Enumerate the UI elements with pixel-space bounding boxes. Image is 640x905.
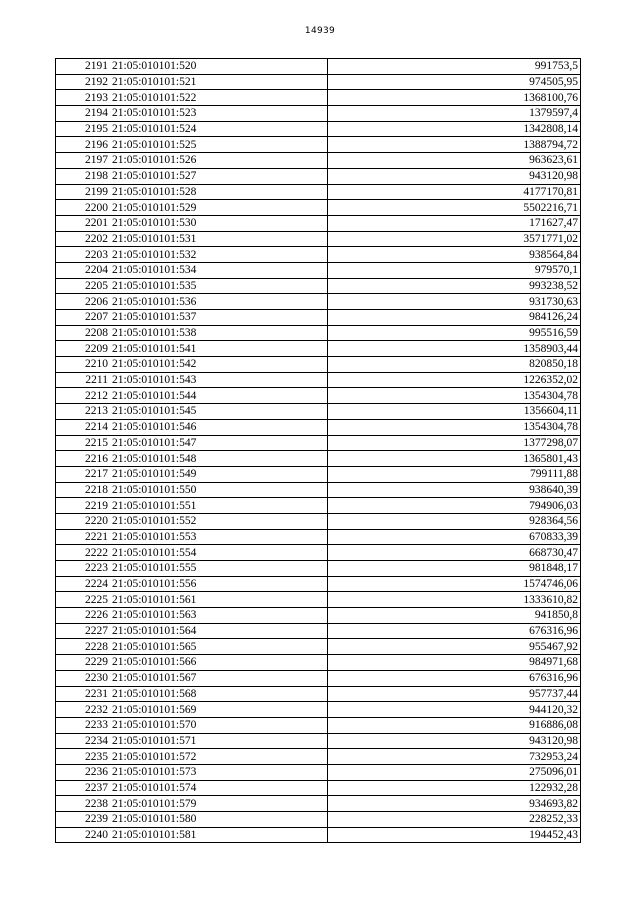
table-row: [56, 137, 581, 153]
row-number: 2209: [56, 341, 111, 357]
cadastral-number: 21:05:010101:547: [110, 435, 328, 451]
row-number: 2203: [56, 247, 111, 263]
table-row: [56, 639, 581, 655]
table-row: [56, 372, 581, 388]
cadastral-number: 21:05:010101:544: [110, 388, 328, 404]
cadastral-value: 1574746,06: [328, 576, 581, 592]
cadastral-value: 1354304,78: [328, 419, 581, 435]
cadastral-number: 21:05:010101:579: [110, 796, 328, 812]
cadastral-value: 171627,47: [328, 215, 581, 231]
row-number: 2196: [56, 137, 111, 153]
table-row: [56, 262, 581, 278]
table-row: [56, 498, 581, 514]
table-row: [56, 121, 581, 137]
table-row: [56, 310, 581, 326]
row-number: 2230: [56, 670, 111, 686]
table-row: [56, 482, 581, 498]
row-number: 2207: [56, 310, 111, 326]
cadastral-number: 21:05:010101:572: [110, 749, 328, 765]
row-number: 2215: [56, 435, 111, 451]
row-number: 2238: [56, 796, 111, 812]
cadastral-value: 5502216,71: [328, 200, 581, 216]
table-row: [56, 106, 581, 122]
cadastral-value: 676316,96: [328, 623, 581, 639]
row-number: 2240: [56, 827, 111, 843]
cadastral-value: 3571771,02: [328, 231, 581, 247]
cadastral-number: 21:05:010101:566: [110, 655, 328, 671]
row-number: 2229: [56, 655, 111, 671]
row-number: 2202: [56, 231, 111, 247]
row-number: 2191: [56, 59, 111, 75]
cadastral-value: 1342808,14: [328, 121, 581, 137]
row-number: 2234: [56, 733, 111, 749]
table-row: [56, 576, 581, 592]
cadastral-value: 122932,28: [328, 780, 581, 796]
row-number: 2213: [56, 404, 111, 420]
cadastral-number: 21:05:010101:526: [110, 153, 328, 169]
table-row: [56, 435, 581, 451]
cadastral-number: 21:05:010101:546: [110, 419, 328, 435]
table-row: [56, 466, 581, 482]
cadastral-number: 21:05:010101:549: [110, 466, 328, 482]
cadastral-value: 979570,1: [328, 262, 581, 278]
row-number: 2193: [56, 90, 111, 106]
cadastral-value: 984971,68: [328, 655, 581, 671]
page-number: 14939: [304, 26, 336, 36]
table-row: [56, 655, 581, 671]
table-row: [56, 278, 581, 294]
cadastral-number: 21:05:010101:556: [110, 576, 328, 592]
row-number: 2236: [56, 764, 111, 780]
row-number: 2217: [56, 466, 111, 482]
cadastral-value: 668730,47: [328, 545, 581, 561]
row-number: 2221: [56, 529, 111, 545]
table-row: [56, 419, 581, 435]
table-row: [56, 780, 581, 796]
table-body: [56, 59, 581, 843]
cadastral-number: 21:05:010101:567: [110, 670, 328, 686]
table-row: [56, 513, 581, 529]
row-number: 2216: [56, 451, 111, 467]
row-number: 2195: [56, 121, 111, 137]
cadastral-number: 21:05:010101:574: [110, 780, 328, 796]
cadastral-value: 991753,5: [328, 59, 581, 75]
cadastral-number: 21:05:010101:561: [110, 592, 328, 608]
cadastral-value: 1388794,72: [328, 137, 581, 153]
table-row: [56, 764, 581, 780]
cadastral-value: 1356604,11: [328, 404, 581, 420]
cadastral-value: 981848,17: [328, 561, 581, 577]
table-row: [56, 168, 581, 184]
table-row: [56, 623, 581, 639]
row-number: 2225: [56, 592, 111, 608]
cadastral-number: 21:05:010101:543: [110, 372, 328, 388]
cadastral-value: 993238,52: [328, 278, 581, 294]
table-row: [56, 670, 581, 686]
cadastral-number: 21:05:010101:555: [110, 561, 328, 577]
cadastral-value: 1368100,76: [328, 90, 581, 106]
row-number: 2227: [56, 623, 111, 639]
cadastral-number: 21:05:010101:581: [110, 827, 328, 843]
cadastral-number: 21:05:010101:542: [110, 357, 328, 373]
row-number: 2212: [56, 388, 111, 404]
cadastral-value: 974505,95: [328, 74, 581, 90]
cadastral-value: 943120,98: [328, 168, 581, 184]
table-row: [56, 294, 581, 310]
row-number: 2194: [56, 106, 111, 122]
table-row: [56, 451, 581, 467]
table-row: [56, 404, 581, 420]
row-number: 2208: [56, 325, 111, 341]
table-row: [56, 247, 581, 263]
table-row: [56, 827, 581, 843]
cadastral-number: 21:05:010101:528: [110, 184, 328, 200]
cadastral-number: 21:05:010101:521: [110, 74, 328, 90]
table-row: [56, 231, 581, 247]
row-number: 2231: [56, 686, 111, 702]
table-row: [56, 749, 581, 765]
cadastral-value: 794906,03: [328, 498, 581, 514]
table-row: [56, 717, 581, 733]
table-row: [56, 153, 581, 169]
row-number: 2237: [56, 780, 111, 796]
table-row: [56, 74, 581, 90]
cadastral-number: 21:05:010101:536: [110, 294, 328, 310]
row-number: 2201: [56, 215, 111, 231]
cadastral-number: 21:05:010101:552: [110, 513, 328, 529]
row-number: 2222: [56, 545, 111, 561]
table-row: [56, 59, 581, 75]
cadastral-number: 21:05:010101:527: [110, 168, 328, 184]
cadastral-number: 21:05:010101:573: [110, 764, 328, 780]
table-row: [56, 529, 581, 545]
cadastral-value: 941850,8: [328, 608, 581, 624]
cadastral-value: 670833,39: [328, 529, 581, 545]
cadastral-value: 799111,88: [328, 466, 581, 482]
table-row: [56, 796, 581, 812]
row-number: 2211: [56, 372, 111, 388]
table-row: [56, 184, 581, 200]
cadastral-value: 1379597,4: [328, 106, 581, 122]
table-row: [56, 812, 581, 828]
table-row: [56, 686, 581, 702]
cadastral-number: 21:05:010101:525: [110, 137, 328, 153]
cadastral-number: 21:05:010101:537: [110, 310, 328, 326]
row-number: 2223: [56, 561, 111, 577]
row-number: 2198: [56, 168, 111, 184]
cadastral-value: 194452,43: [328, 827, 581, 843]
cadastral-value: 995516,59: [328, 325, 581, 341]
cadastral-value: 1354304,78: [328, 388, 581, 404]
cadastral-number: 21:05:010101:523: [110, 106, 328, 122]
cadastral-value: 938640,39: [328, 482, 581, 498]
table-row: [56, 545, 581, 561]
cadastral-value: 955467,92: [328, 639, 581, 655]
row-number: 2206: [56, 294, 111, 310]
cadastral-number: 21:05:010101:563: [110, 608, 328, 624]
row-number: 2204: [56, 262, 111, 278]
cadastral-value: 934693,82: [328, 796, 581, 812]
row-number: 2205: [56, 278, 111, 294]
cadastral-value: 928364,56: [328, 513, 581, 529]
table-row: [56, 388, 581, 404]
table-row: [56, 561, 581, 577]
cadastral-number: 21:05:010101:569: [110, 702, 328, 718]
row-number: 2220: [56, 513, 111, 529]
cadastral-number: 21:05:010101:545: [110, 404, 328, 420]
table-row: [56, 592, 581, 608]
table-row: [56, 702, 581, 718]
cadastral-value: 4177170,81: [328, 184, 581, 200]
cadastral-number: 21:05:010101:570: [110, 717, 328, 733]
row-number: 2224: [56, 576, 111, 592]
cadastral-number: 21:05:010101:538: [110, 325, 328, 341]
cadastral-value: 1377298,07: [328, 435, 581, 451]
cadastral-number: 21:05:010101:531: [110, 231, 328, 247]
row-number: 2200: [56, 200, 111, 216]
row-number: 2197: [56, 153, 111, 169]
row-number: 2210: [56, 357, 111, 373]
cadastral-number: 21:05:010101:565: [110, 639, 328, 655]
table-row: [56, 608, 581, 624]
cadastral-number: 21:05:010101:564: [110, 623, 328, 639]
cadastral-value-table: [55, 58, 581, 843]
cadastral-value: 916886,08: [328, 717, 581, 733]
cadastral-number: 21:05:010101:571: [110, 733, 328, 749]
cadastral-number: 21:05:010101:524: [110, 121, 328, 137]
table-row: [56, 215, 581, 231]
cadastral-value: 938564,84: [328, 247, 581, 263]
cadastral-number: 21:05:010101:534: [110, 262, 328, 278]
cadastral-number: 21:05:010101:522: [110, 90, 328, 106]
table-row: [56, 325, 581, 341]
cadastral-value: 944120,32: [328, 702, 581, 718]
cadastral-number: 21:05:010101:520: [110, 59, 328, 75]
cadastral-value: 676316,96: [328, 670, 581, 686]
row-number: 2219: [56, 498, 111, 514]
table-row: [56, 357, 581, 373]
cadastral-value: 931730,63: [328, 294, 581, 310]
table-row: [56, 341, 581, 357]
table-row: [56, 733, 581, 749]
cadastral-number: 21:05:010101:529: [110, 200, 328, 216]
row-number: 2199: [56, 184, 111, 200]
cadastral-value: 1226352,02: [328, 372, 581, 388]
cadastral-value: 957737,44: [328, 686, 581, 702]
cadastral-number: 21:05:010101:550: [110, 482, 328, 498]
cadastral-value: 228252,33: [328, 812, 581, 828]
cadastral-value: 820850,18: [328, 357, 581, 373]
cadastral-value: 275096,01: [328, 764, 581, 780]
cadastral-number: 21:05:010101:554: [110, 545, 328, 561]
cadastral-number: 21:05:010101:541: [110, 341, 328, 357]
row-number: 2232: [56, 702, 111, 718]
row-number: 2228: [56, 639, 111, 655]
cadastral-number: 21:05:010101:548: [110, 451, 328, 467]
row-number: 2218: [56, 482, 111, 498]
cadastral-value: 1333610,82: [328, 592, 581, 608]
cadastral-value: 943120,98: [328, 733, 581, 749]
cadastral-value: 1365801,43: [328, 451, 581, 467]
row-number: 2235: [56, 749, 111, 765]
cadastral-value: 963623,61: [328, 153, 581, 169]
cadastral-number: 21:05:010101:568: [110, 686, 328, 702]
row-number: 2239: [56, 812, 111, 828]
cadastral-number: 21:05:010101:553: [110, 529, 328, 545]
row-number: 2192: [56, 74, 111, 90]
cadastral-number: 21:05:010101:551: [110, 498, 328, 514]
cadastral-number: 21:05:010101:532: [110, 247, 328, 263]
row-number: 2233: [56, 717, 111, 733]
cadastral-value: 984126,24: [328, 310, 581, 326]
table-row: [56, 90, 581, 106]
cadastral-value: 1358903,44: [328, 341, 581, 357]
table-row: [56, 200, 581, 216]
cadastral-number: 21:05:010101:535: [110, 278, 328, 294]
row-number: 2214: [56, 419, 111, 435]
cadastral-value: 732953,24: [328, 749, 581, 765]
cadastral-number: 21:05:010101:580: [110, 812, 328, 828]
cadastral-number: 21:05:010101:530: [110, 215, 328, 231]
row-number: 2226: [56, 608, 111, 624]
